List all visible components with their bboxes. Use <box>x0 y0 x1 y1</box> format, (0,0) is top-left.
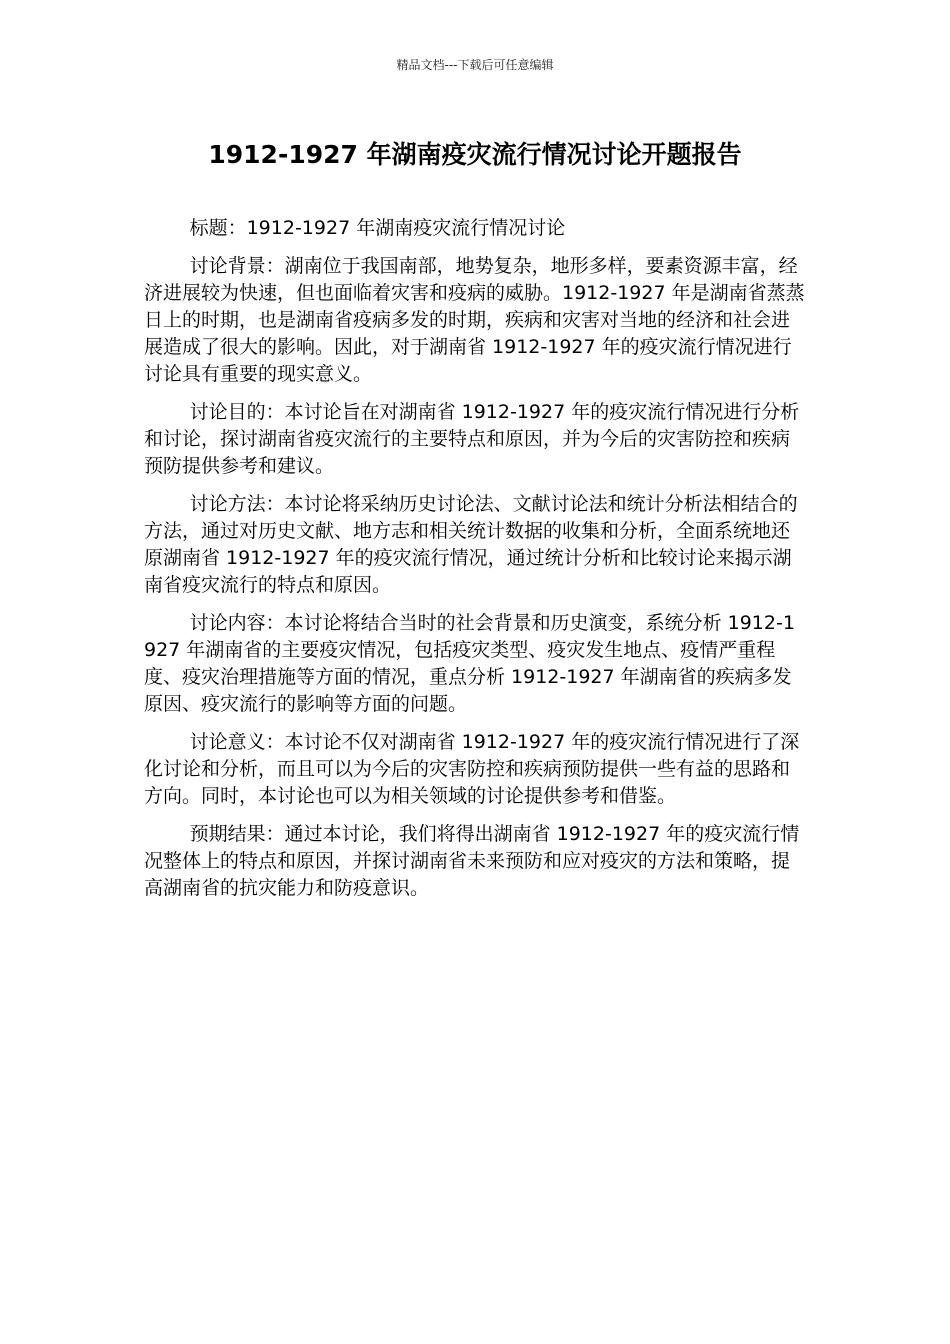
paragraph-significance: 讨论意义：本讨论不仅对湖南省 1912-1927 年的疫灾流行情况进行了深化讨论和分析，而且可以为今后的灾害防控和疾病预防提供一些有益的思路和方向。同时，本讨论也可以为相关领域的讨论提供参考和借鉴。 <box>144 731 800 807</box>
document-title: 1912-1927 年湖南疫灾流行情况讨论开题报告 <box>208 140 742 169</box>
page-header: 精品文档---下载后可任意编辑 <box>396 58 554 72</box>
paragraph-expected-results: 预期结果：通过本讨论，我们将得出湖南省 1912-1927 年的疫灾流行情况整体上的特点和原因，并探讨湖南省未来预防和应对疫灾的方法和策略，提高湖南省的抗灾能力和防疫意识。 <box>144 823 800 899</box>
paragraph-purpose: 讨论目的：本讨论旨在对湖南省 1912-1927 年的疫灾流行情况进行分析和讨论，探讨湖南省疫灾流行的主要特点和原因，并为今后的灾害防控和疾病预防提供参考和建议。 <box>144 401 800 477</box>
paragraph-background: 讨论背景：湖南位于我国南部，地势复杂，地形多样，要素资源丰富，经济进展较为快速，但也面临着灾害和疫病的威胁。1912-1927 年是湖南省蒸蒸日上的时期，也是湖南省疫病多发的时期，疾病和灾害对当地的经济和社会进展造成了很大的影响。因此，对于湖南省 1912-1927 年的疫灾流行情况进行讨论具有重要的现实意义。 <box>144 255 805 385</box>
document-body <box>144 215 806 913</box>
paragraph-title: 标题：1912-1927 年湖南疫灾流行情况讨论 <box>189 217 566 239</box>
paragraph-method: 讨论方法：本讨论将采纳历史讨论法、文献讨论法和统计分析法相结合的方法，通过对历史文献、地方志和相关统计数据的收集和分析，全面系统地还原湖南省 1912-1927 年的疫灾流行情况，通过统计分析和比较讨论来揭示湖南省疫灾流行的特点和原因。 <box>144 493 798 596</box>
paragraph-content: 讨论内容：本讨论将结合当时的社会背景和历史演变，系统分析 1912-1927 年湖南省的主要疫灾情况，包括疫灾类型、疫灾发生地点、疫情严重程度、疫灾治理措施等方面的情况，重点分析 1912-1927 年湖南省的疾病多发原因、疫灾流行的影响等方面的问题。 <box>144 612 795 715</box>
